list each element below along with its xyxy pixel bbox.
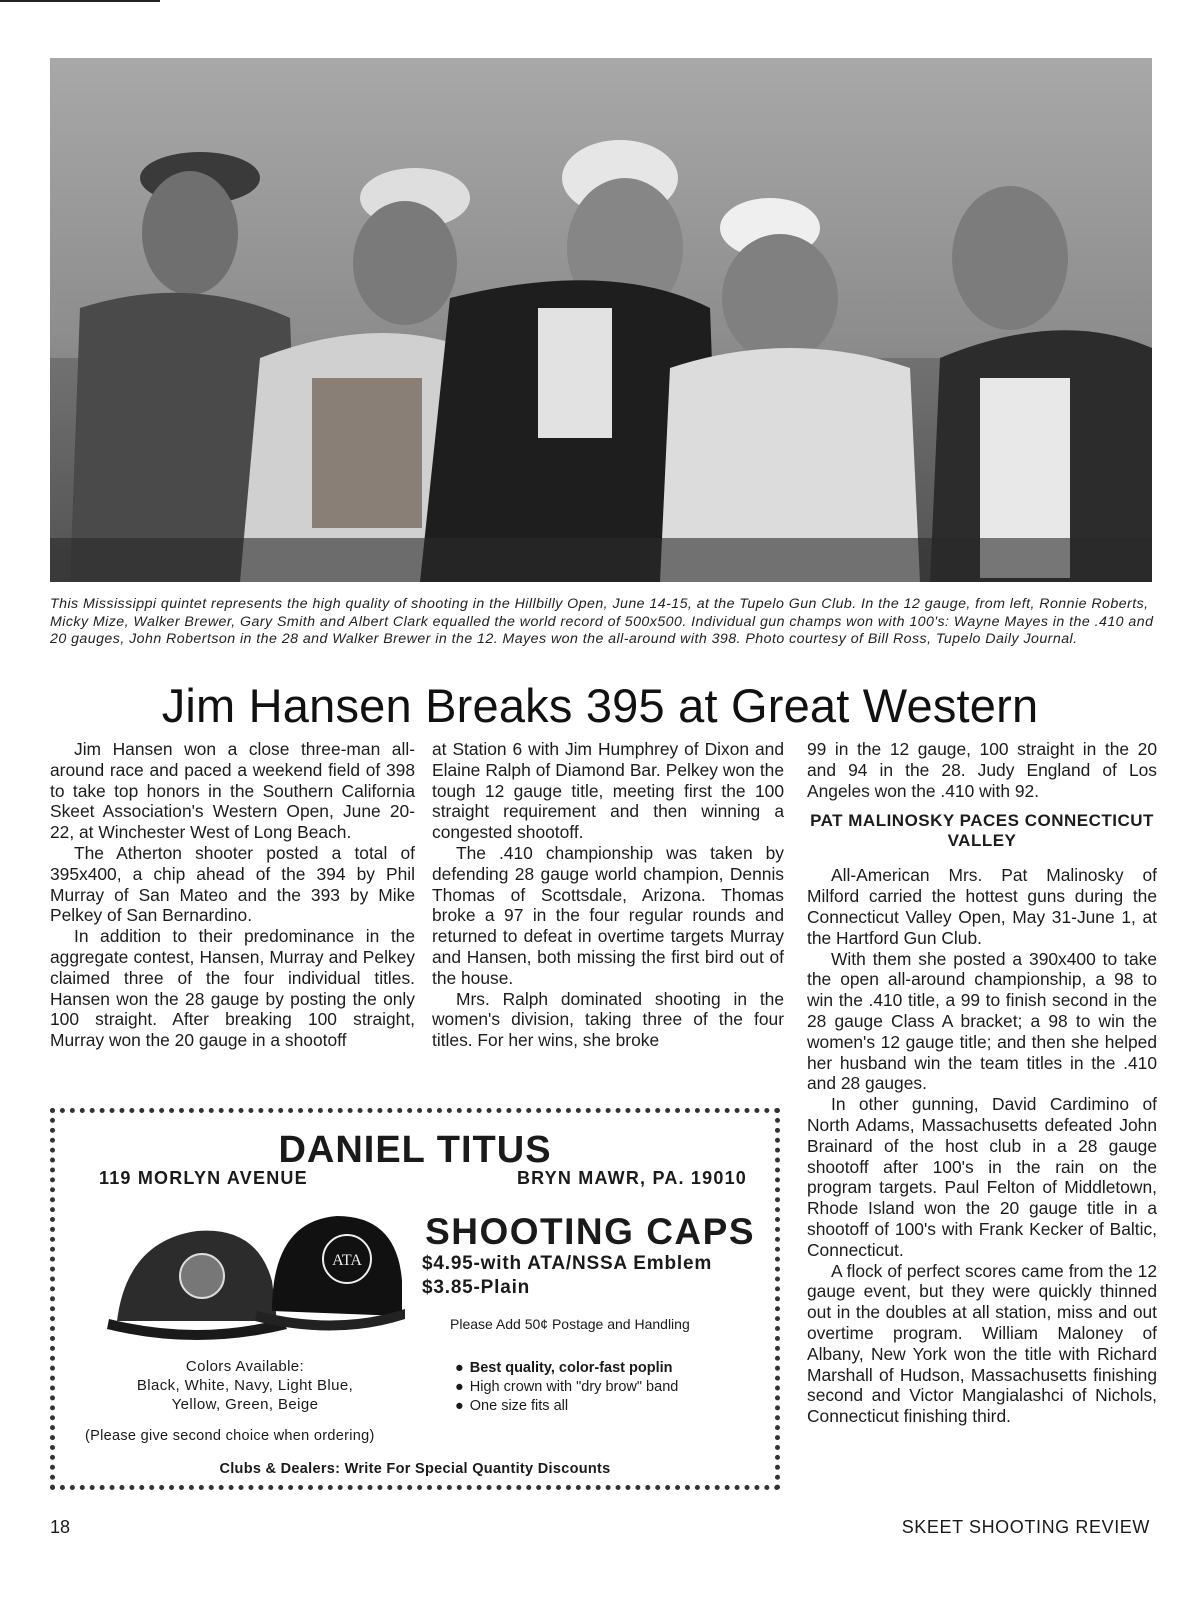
paragraph: The Atherton shooter posted a total of 395x400, a chip ahead of the 394 by Phil Murray of San Mateo and the 393 by Mike Pelkey of San Bernardino. (50, 842, 415, 926)
colors-line: Yellow, Green, Beige (171, 1396, 319, 1413)
colors-line: Black, White, Navy, Light Blue, (136, 1377, 354, 1394)
paragraph: In addition to their predominance in the aggregate contest, Hansen, Murray and Pelkey claimed three of the four individual titles. Hansen won the 28 gauge by posting the only 100 straight. After breaking 100 straight, Murray won the 20 gauge in a shootoff (50, 926, 415, 1051)
photo-caption: This Mississippi quintet represents the high quality of shooting in the Hillbilly Open, June 14-15, at the Tupelo Gun Club. In the 12 gauge, from left, Ronnie Roberts, Micky Mize, Walker Brewer, Gary Smith and Albert Clark equalled the world record of 500x500. Individual gun champs won with 100's: Wayne Mayes in the .410 and 20 gauges, John Robertson in the 28 and Walker Brewer in the 12. Mayes won the all-around with 398. Photo courtesy of Bill Ross, Tupelo Daily Journal. (50, 596, 1154, 647)
paragraph: With them she posted a 390x400 to take the open all-around championship, a 98 to win the .410 title, a 99 to finish second in the 28 gauge Class A bracket; a 98 to win the women's 12 gauge title; and then she helped her husband win the team titles in the .410 and 28 gauges. (807, 948, 1157, 1094)
colors-title: Colors Available: (185, 1358, 305, 1375)
caps-illustration (107, 1201, 407, 1341)
magazine-name: SKEET SHOOTING REVIEW (901, 1517, 1150, 1537)
svg-text:ATA: ATA (332, 1252, 362, 1269)
price-plain: $3.85-Plain (422, 1277, 531, 1298)
feature-item: ● Best quality, color-fast poplin (455, 1359, 678, 1378)
paragraph: All-American Mrs. Pat Malinosky of Milford carried the hottest guns during the Connecticut Valley Open, May 31-June 1, at the Hartford Gun Club. (807, 865, 1157, 948)
page-number: 18 (50, 1517, 71, 1537)
cap-left-icon (107, 1231, 287, 1340)
postage-note: Please Add 50¢ Postage and Handling (450, 1316, 690, 1332)
feature-item: ● One size fits all (455, 1397, 678, 1416)
price-with-emblem: $4.95-with ATA/NSSA Emblem (422, 1253, 713, 1274)
feature-item: ● High crown with "dry brow" band (455, 1378, 678, 1397)
paragraph: Jim Hansen won a close three-man all-around race and paced a weekend field of 398 to take top honors in the Southern California Skeet Association's Western Open, June 20-22, at Winchester West of Long Beach. (50, 739, 415, 843)
paragraph: 99 in the 12 gauge, 100 straight in the 20 and 94 in the 28. Judy England of Los Angeles won the .410 with 92. (807, 739, 1157, 801)
second-choice-note: (Please give second choice when ordering) (85, 1428, 375, 1444)
top-rule (0, 0, 160, 2)
article-column-2 (432, 739, 784, 1051)
group-photo (50, 58, 1152, 582)
advertiser-name: DANIEL TITUS (278, 1129, 552, 1171)
paragraph: A flock of perfect scores came from the 12 gauge event, but they were quickly thinned out in the doubles at all station, miss and out overtime program. William Maloney of Albany, New York won the title with Richard Marshall of Hudson, Massachusetts finishing second and Victor Mangialashci of Nichols, Connecticut finishing third. (807, 1260, 1157, 1427)
photo-icon (50, 58, 1152, 582)
paragraph: at Station 6 with Jim Humphrey of Dixon and Elaine Ralph of Diamond Bar. Pelkey won the tough 12 gauge title, meeting first the 100 straight requirement and then winning a congested shootoff. (432, 739, 784, 843)
section-subhead: PAT MALINOSKY PACES CONNECTICUT VALLEY (810, 811, 1154, 851)
paragraph: The .410 championship was taken by defending 28 gauge world champion, Dennis Thomas of Scottsdale, Arizona. Thomas broke a 97 in the four regular rounds and returned to defeat in overtime targets Murray and Hansen, both missing the first bird out of the house. (432, 842, 784, 988)
feature-list (455, 1359, 678, 1416)
advertiser-address: 119 MORLYN AVENUE (99, 1168, 308, 1188)
dealer-discounts: Clubs & Dealers: Write For Special Quantity Discounts (219, 1461, 611, 1477)
article-headline: Jim Hansen Breaks 395 at Great Western (161, 679, 1039, 732)
colors-available (95, 1357, 395, 1414)
cap-right-icon (255, 1216, 405, 1331)
paragraph: Mrs. Ralph dominated shooting in the women's division, taking three of the four titles. For her wins, she broke (432, 988, 784, 1051)
article-column-1 (50, 739, 415, 1051)
advertisement-box (50, 1108, 780, 1490)
advertiser-city: BRYN MAWR, PA. 19010 (516, 1168, 747, 1188)
product-title: SHOOTING CAPS (425, 1211, 755, 1252)
paragraph: In other gunning, David Cardimino of North Adams, Massachusetts defeated John Brainard of the host club in a 28 gauge shootoff after 100's in the rain on the program targets. Paul Felton of Middletown, Rhode Island won the 20 gauge title in a shootoff of 100's with Frank Kecker of Baltic, Connecticut. (807, 1094, 1157, 1260)
article-column-3 (807, 739, 1157, 1427)
